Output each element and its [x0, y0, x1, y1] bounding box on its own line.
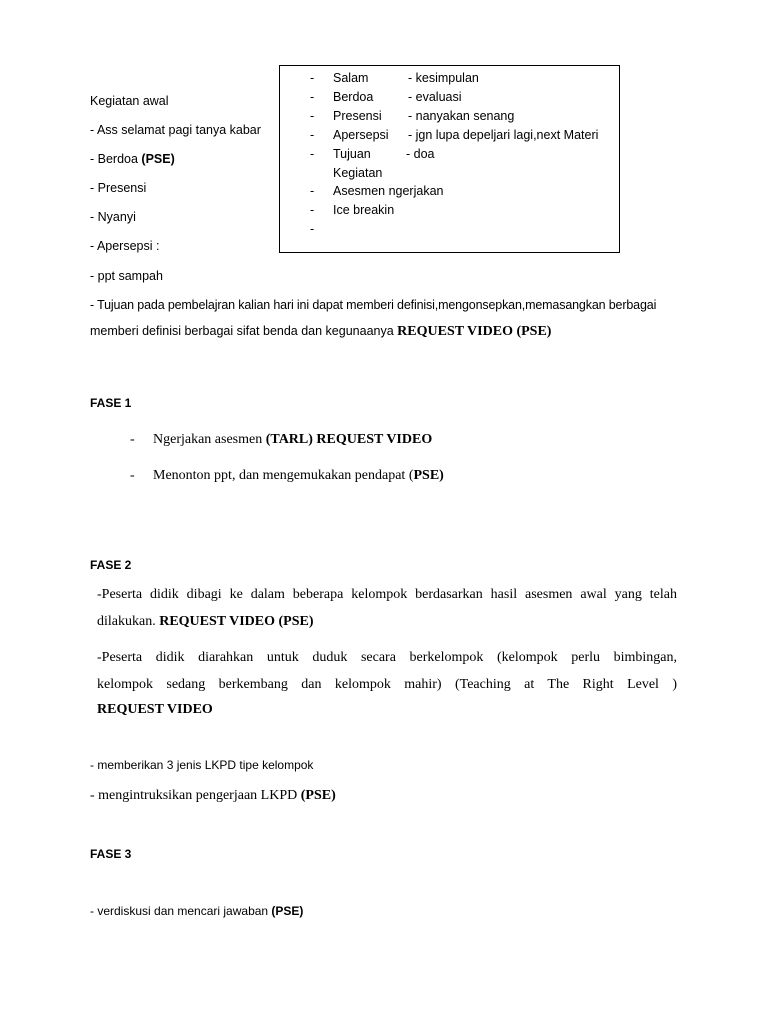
berdoa-pse: (PSE): [141, 152, 175, 166]
berdoa-line: [90, 152, 175, 166]
fase1-title: FASE 1: [90, 396, 132, 410]
lkpd-line: - memberikan 3 jenis LKPD tipe kelompok: [90, 758, 314, 772]
tujuan-line-1: - Tujuan pada pembelajran kalian hari ini dapat memberi definisi,mengonsepkan,memasangkan berbagai: [90, 298, 657, 312]
fase1-item2-text: Menonton ppt, dan mengemukakan pendapat (: [153, 468, 414, 483]
fase2-p2-line3: REQUEST VIDEO: [97, 702, 213, 717]
box-row-left: Presensi: [333, 108, 382, 123]
diskusi-bold: (PSE): [271, 904, 304, 918]
box-row-left: Apersepsi: [333, 127, 389, 142]
tujuan-text: memberi definisi berbagai sifat benda dan kegunaanya: [90, 324, 398, 338]
nyanyi-line: - Nyanyi: [90, 210, 136, 224]
instruksi-bold: (PSE): [300, 788, 336, 803]
box-row-left: Berdoa: [333, 89, 374, 104]
fase1-item2-dash: -: [130, 468, 135, 483]
ass-line: - Ass selamat pagi tanya kabar: [90, 123, 261, 137]
apersepsi-line: - Apersepsi :: [90, 239, 160, 253]
fase2-p2-line1: -Peserta didik diarahkan untuk duduk secara berkelompok (kelompok perlu bimbingan,: [97, 650, 677, 665]
box-row-dash: -: [310, 127, 315, 142]
fase1-item2: [153, 468, 444, 484]
fase3-title: FASE 3: [90, 847, 132, 861]
box-row-left: Kegiatan: [333, 165, 383, 180]
kegiatan-awal-title: Kegiatan awal: [90, 94, 169, 108]
instruksi-text: - mengintruksikan pengerjaan LKPD: [90, 788, 301, 803]
box-row-dash: -: [310, 108, 315, 123]
berdoa-text: - Berdoa: [90, 152, 142, 166]
box-row-dash: -: [310, 71, 315, 85]
box-row-dash: -: [310, 89, 315, 104]
box-row-right: - kesimpulan: [408, 71, 479, 85]
fase2-p2-line2: kelompok sedang berkembang dan kelompok mahir) (Teaching at The Right Level ): [97, 677, 677, 692]
presensi-line: - Presensi: [90, 181, 147, 195]
box-row-left: Ice breakin: [333, 203, 395, 218]
box-row-right: - nanyakan senang: [408, 108, 515, 123]
box-row-right: - jgn lupa depeljari lagi,next Materi: [408, 127, 599, 142]
box-row-left: Tujuan: [333, 146, 371, 161]
box-row-right: - doa: [406, 146, 435, 161]
box-row-left: Asesmen ngerjakan: [333, 184, 444, 199]
instruksi-line: [90, 788, 336, 804]
tujuan-request: REQUEST VIDEO (PSE): [397, 324, 552, 339]
box-row-right: - evaluasi: [408, 89, 462, 104]
fase2-p1-line2: [97, 614, 314, 630]
box-row-left: Salam: [333, 71, 369, 85]
box-row-dash: -: [310, 222, 315, 237]
diskusi-text: - verdiskusi dan mencari jawaban: [90, 904, 272, 918]
diskusi-line: [90, 904, 303, 918]
fase2-p1-line1: -Peserta didik dibagi ke dalam beberapa kelompok berdasarkan hasil asesmen awal yang telah: [97, 587, 677, 602]
ppt-line: - ppt sampah: [90, 269, 163, 283]
fase2-title: FASE 2: [90, 558, 132, 572]
fase1-item2-bold: PSE): [413, 468, 444, 483]
fase2-p1-text: dilakukan.: [97, 614, 160, 629]
box-row-dash: -: [310, 146, 315, 161]
box-row-dash: -: [310, 203, 315, 218]
fase1-item1-dash: -: [130, 432, 135, 447]
fase2-p1-bold: REQUEST VIDEO (PSE): [159, 614, 314, 629]
fase1-item1-text: Ngerjakan asesmen: [153, 432, 266, 447]
fase1-item1: [153, 432, 432, 448]
box-row-dash: -: [310, 184, 315, 199]
tujuan-line-2: [90, 324, 551, 340]
fase1-item1-bold: (TARL) REQUEST VIDEO: [265, 432, 433, 447]
